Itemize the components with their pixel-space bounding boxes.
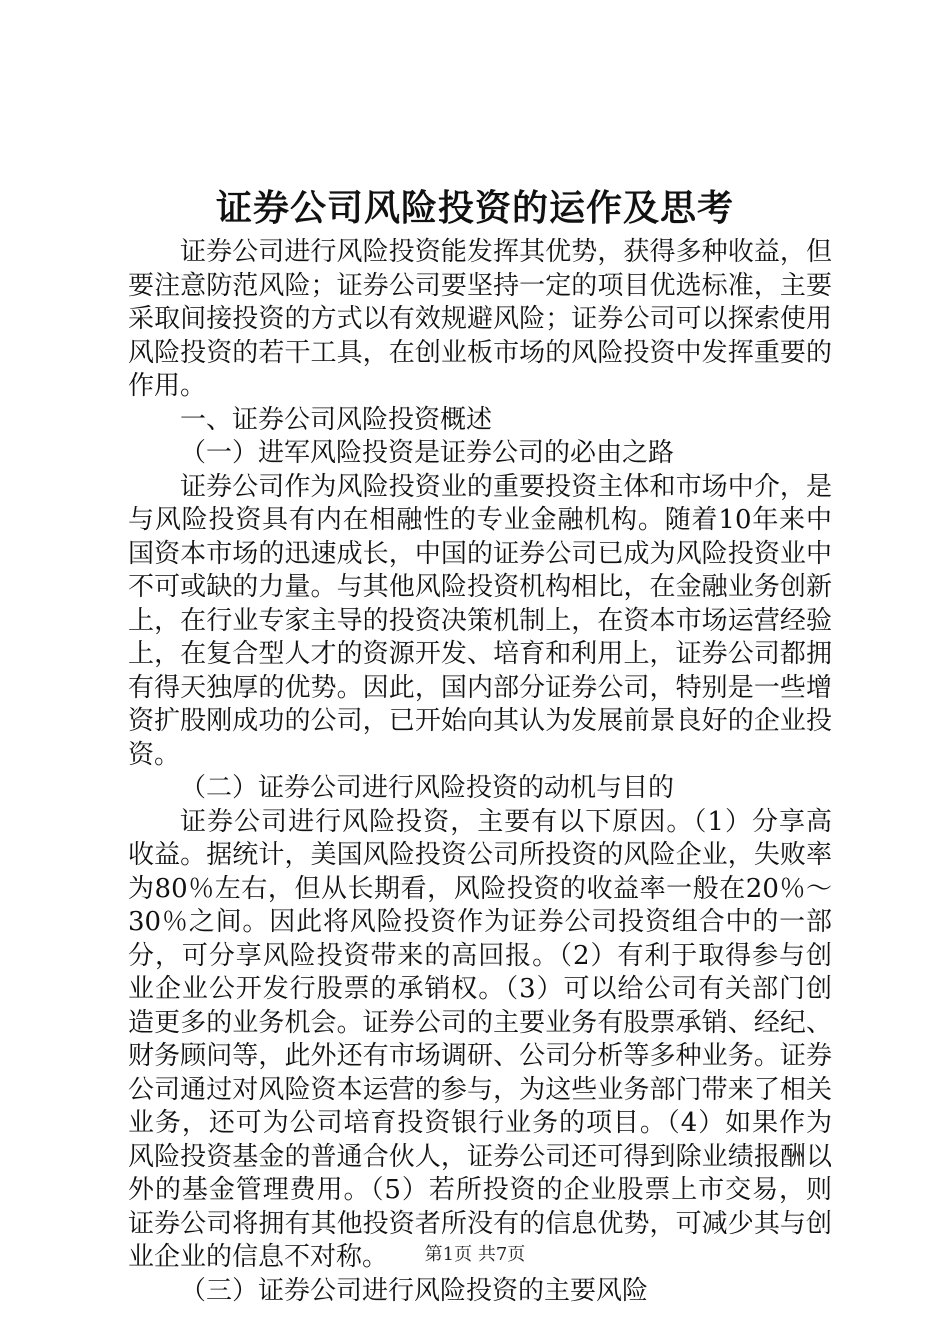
- page-number-footer: 第1页 共7页: [424, 1244, 526, 1265]
- section-heading-1: 一、证券公司风险投资概述: [180, 404, 493, 435]
- abstract-paragraph: 证券公司进行风险投资能发挥其优势，获得多种收益，但要注意防范风险；证券公司要坚持一定的项目优选标准，主要采取间接投资的方式以有效规避风险；证券公司可以探索使用风险投资的若干工具，在创业板市场的风险投资中发挥重要的作用。: [128, 237, 832, 401]
- body-paragraph-2: 证券公司进行风险投资，主要有以下原因。（1）分享高收益。据统计，美国风险投资公司所投资的风险企业，失败率为80％左右，但从长期看，风险投资的收益率一般在20％～30％之间。因此将风险投资作为证券公司投资组合中的一部分，可分享风险投资带来的高回报。（2）有利于取得参与创业企业公开发行股票的承销权。（3）可以给公司有关部门创造更多的业务机会。证券公司的主要业务有股票承销、经纪、财务顾问等，此外还有市场调研、公司分析等多种业务。证券公司通过对风险资本运营的参与，为这些业务部门带来了相关业务，还可为公司培育投资银行业务的项目。（4）如果作为风险投资基金的普通合伙人，证券公司还可得到除业绩报酬以外的基金管理费用。（5）若所投资的企业股票上市交易，则证券公司将拥有其他投资者所没有的信息优势，可减少其与创业企业的信息不对称。: [128, 806, 832, 1272]
- subsection-heading-3: （三）证券公司进行风险投资的主要风险: [180, 1275, 649, 1306]
- subsection-heading-1: （一）进军风险投资是证券公司的必由之路: [180, 438, 675, 468]
- document-title: 证券公司风险投资的运作及思考: [215, 187, 734, 229]
- subsection-heading-2: （二）证券公司进行风险投资的动机与目的: [180, 773, 675, 803]
- document-body: [128, 236, 832, 1308]
- body-paragraph-1: 证券公司作为风险投资业的重要投资主体和市场中介，是与风险投资具有内在相融性的专业金融机构。随着10年来中国资本市场的迅速成长，中国的证券公司已成为风险投资业中不可或缺的力量。与其他风险投资机构相比，在金融业务创新上，在行业专家主导的投资决策机制上，在资本市场运营经验上，在复合型人才的资源开发、培育和利用上，证券公司都拥有得天独厚的优势。因此，国内部分证券公司，特别是一些增资扩股刚成功的公司，已开始向其认为发展前景良好的企业投资。: [128, 471, 832, 770]
